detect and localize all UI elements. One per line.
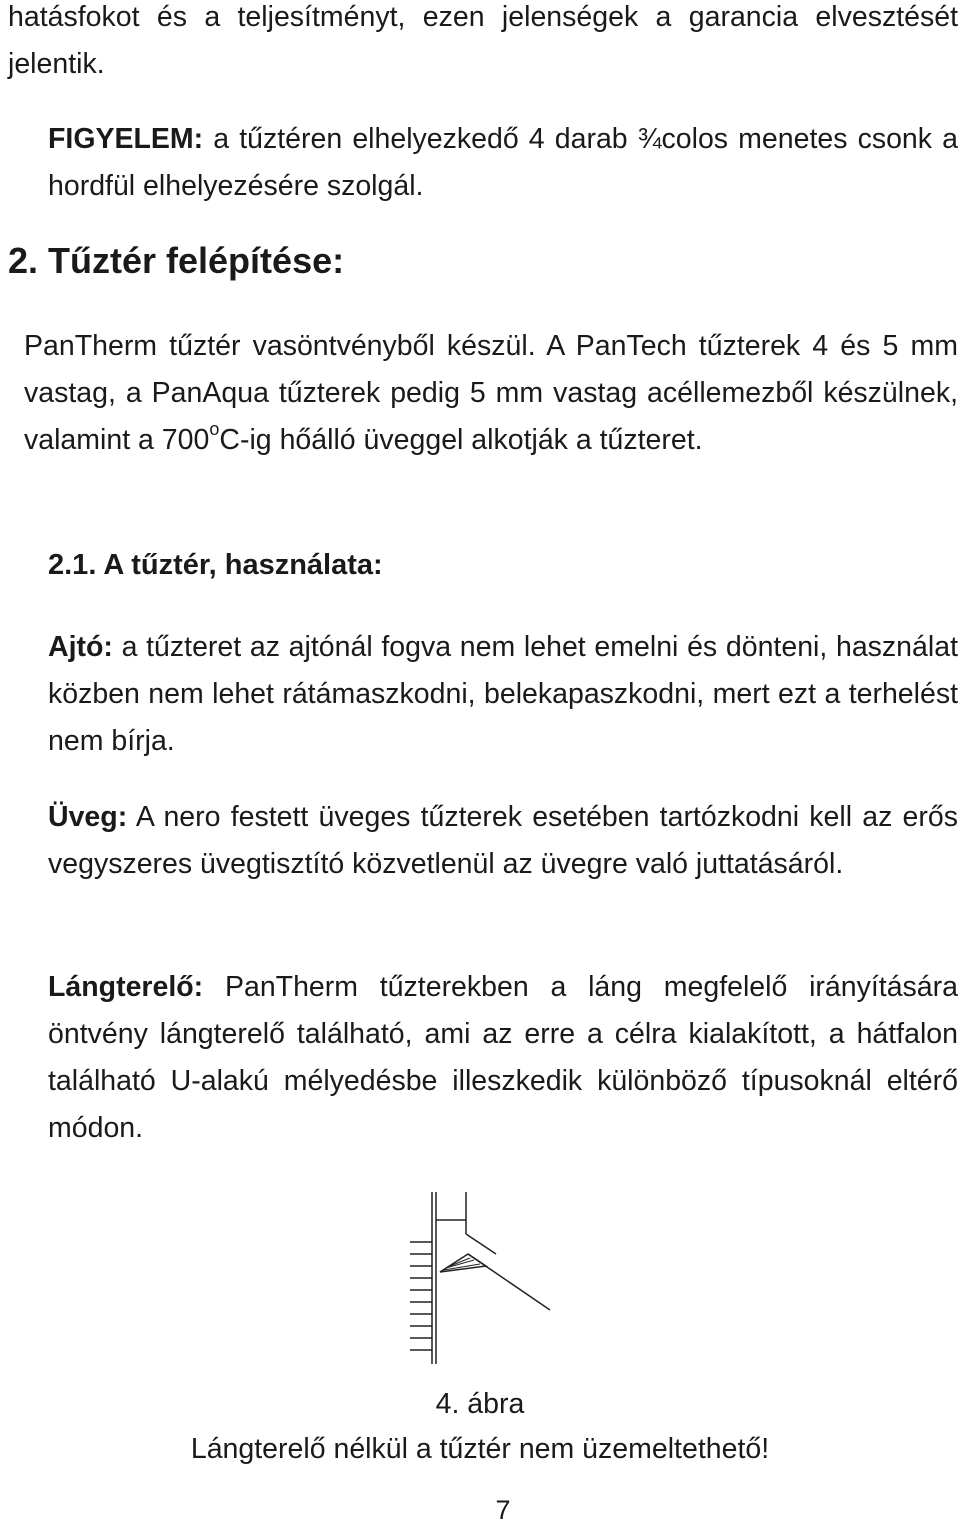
paragraph-door	[8, 624, 958, 765]
paragraph-warning	[8, 116, 958, 210]
figure-caption: Lángterelő nélkül a tűztér nem üzemeltethető!	[190, 1433, 770, 1465]
paragraph-intro-text: hatásfokot és a teljesítményt, ezen jelenségek a garancia elvesztését jelentik.	[8, 1, 958, 80]
degree-superscript: o	[209, 419, 220, 439]
paragraph-glass	[8, 794, 958, 888]
door-text: a tűzteret az ajtónál fogva nem lehet emelni és dönteni, használat közben nem lehet rátámaszkodni, belekapaszkodni, mert ezt a terhelést nem bírja.	[48, 631, 958, 757]
paragraph-flame-deflector	[8, 964, 958, 1152]
door-label: Ajtó:	[48, 631, 113, 663]
deflector-hook	[466, 1234, 496, 1254]
flame-deflector-text: PanTherm tűzterekben a láng megfelelő irányítására öntvény lángterelő található, ami az erre a célra kialakított, a hátfalon található U-alakú mélyedésbe illeszkedik különböző típusoknál eltérő módon.	[48, 971, 958, 1144]
glass-label: Üveg:	[48, 801, 128, 833]
section-heading-2: 2. Tűztér felépítése:	[8, 240, 345, 281]
flame-deflector-label: Lángterelő:	[48, 971, 204, 1003]
flame-deflector-diagram	[400, 1190, 560, 1370]
construction-text-after: C-ig hőálló üveggel alkotják a tűzteret.	[219, 424, 703, 456]
deflector-shading-2	[446, 1260, 474, 1268]
figure-number: 4. ábra	[435, 1388, 525, 1420]
paragraph-construction	[8, 323, 958, 464]
paragraph-intro	[8, 0, 958, 88]
glass-text: A nero festett üveges tűzterek esetében tartózkodni kell az erős vegyszeres üvegtisztító közvetlenül az üvegre való juttatásáról.	[48, 801, 958, 880]
wall-ribs	[410, 1242, 432, 1350]
deflector-plate	[440, 1254, 550, 1310]
construction-text-before: PanTherm tűztér vasöntvényből készül. A PanTech tűzterek 4 és 5 mm vastag, a PanAqua tűzterek pedig 5 mm vastag acéllemezből készülnek, valamint a 700	[24, 330, 958, 456]
page-number: 7	[495, 1495, 511, 1525]
u-channel-top	[436, 1192, 466, 1220]
warning-label: FIGYELEM:	[48, 123, 204, 155]
warning-text: a tűztéren elhelyezkedő 4 darab ¾colos menetes csonk a hordfül elhelyezésére szolgál.	[48, 123, 958, 202]
section-heading-2-1: 2.1. A tűztér, használata:	[48, 549, 383, 581]
